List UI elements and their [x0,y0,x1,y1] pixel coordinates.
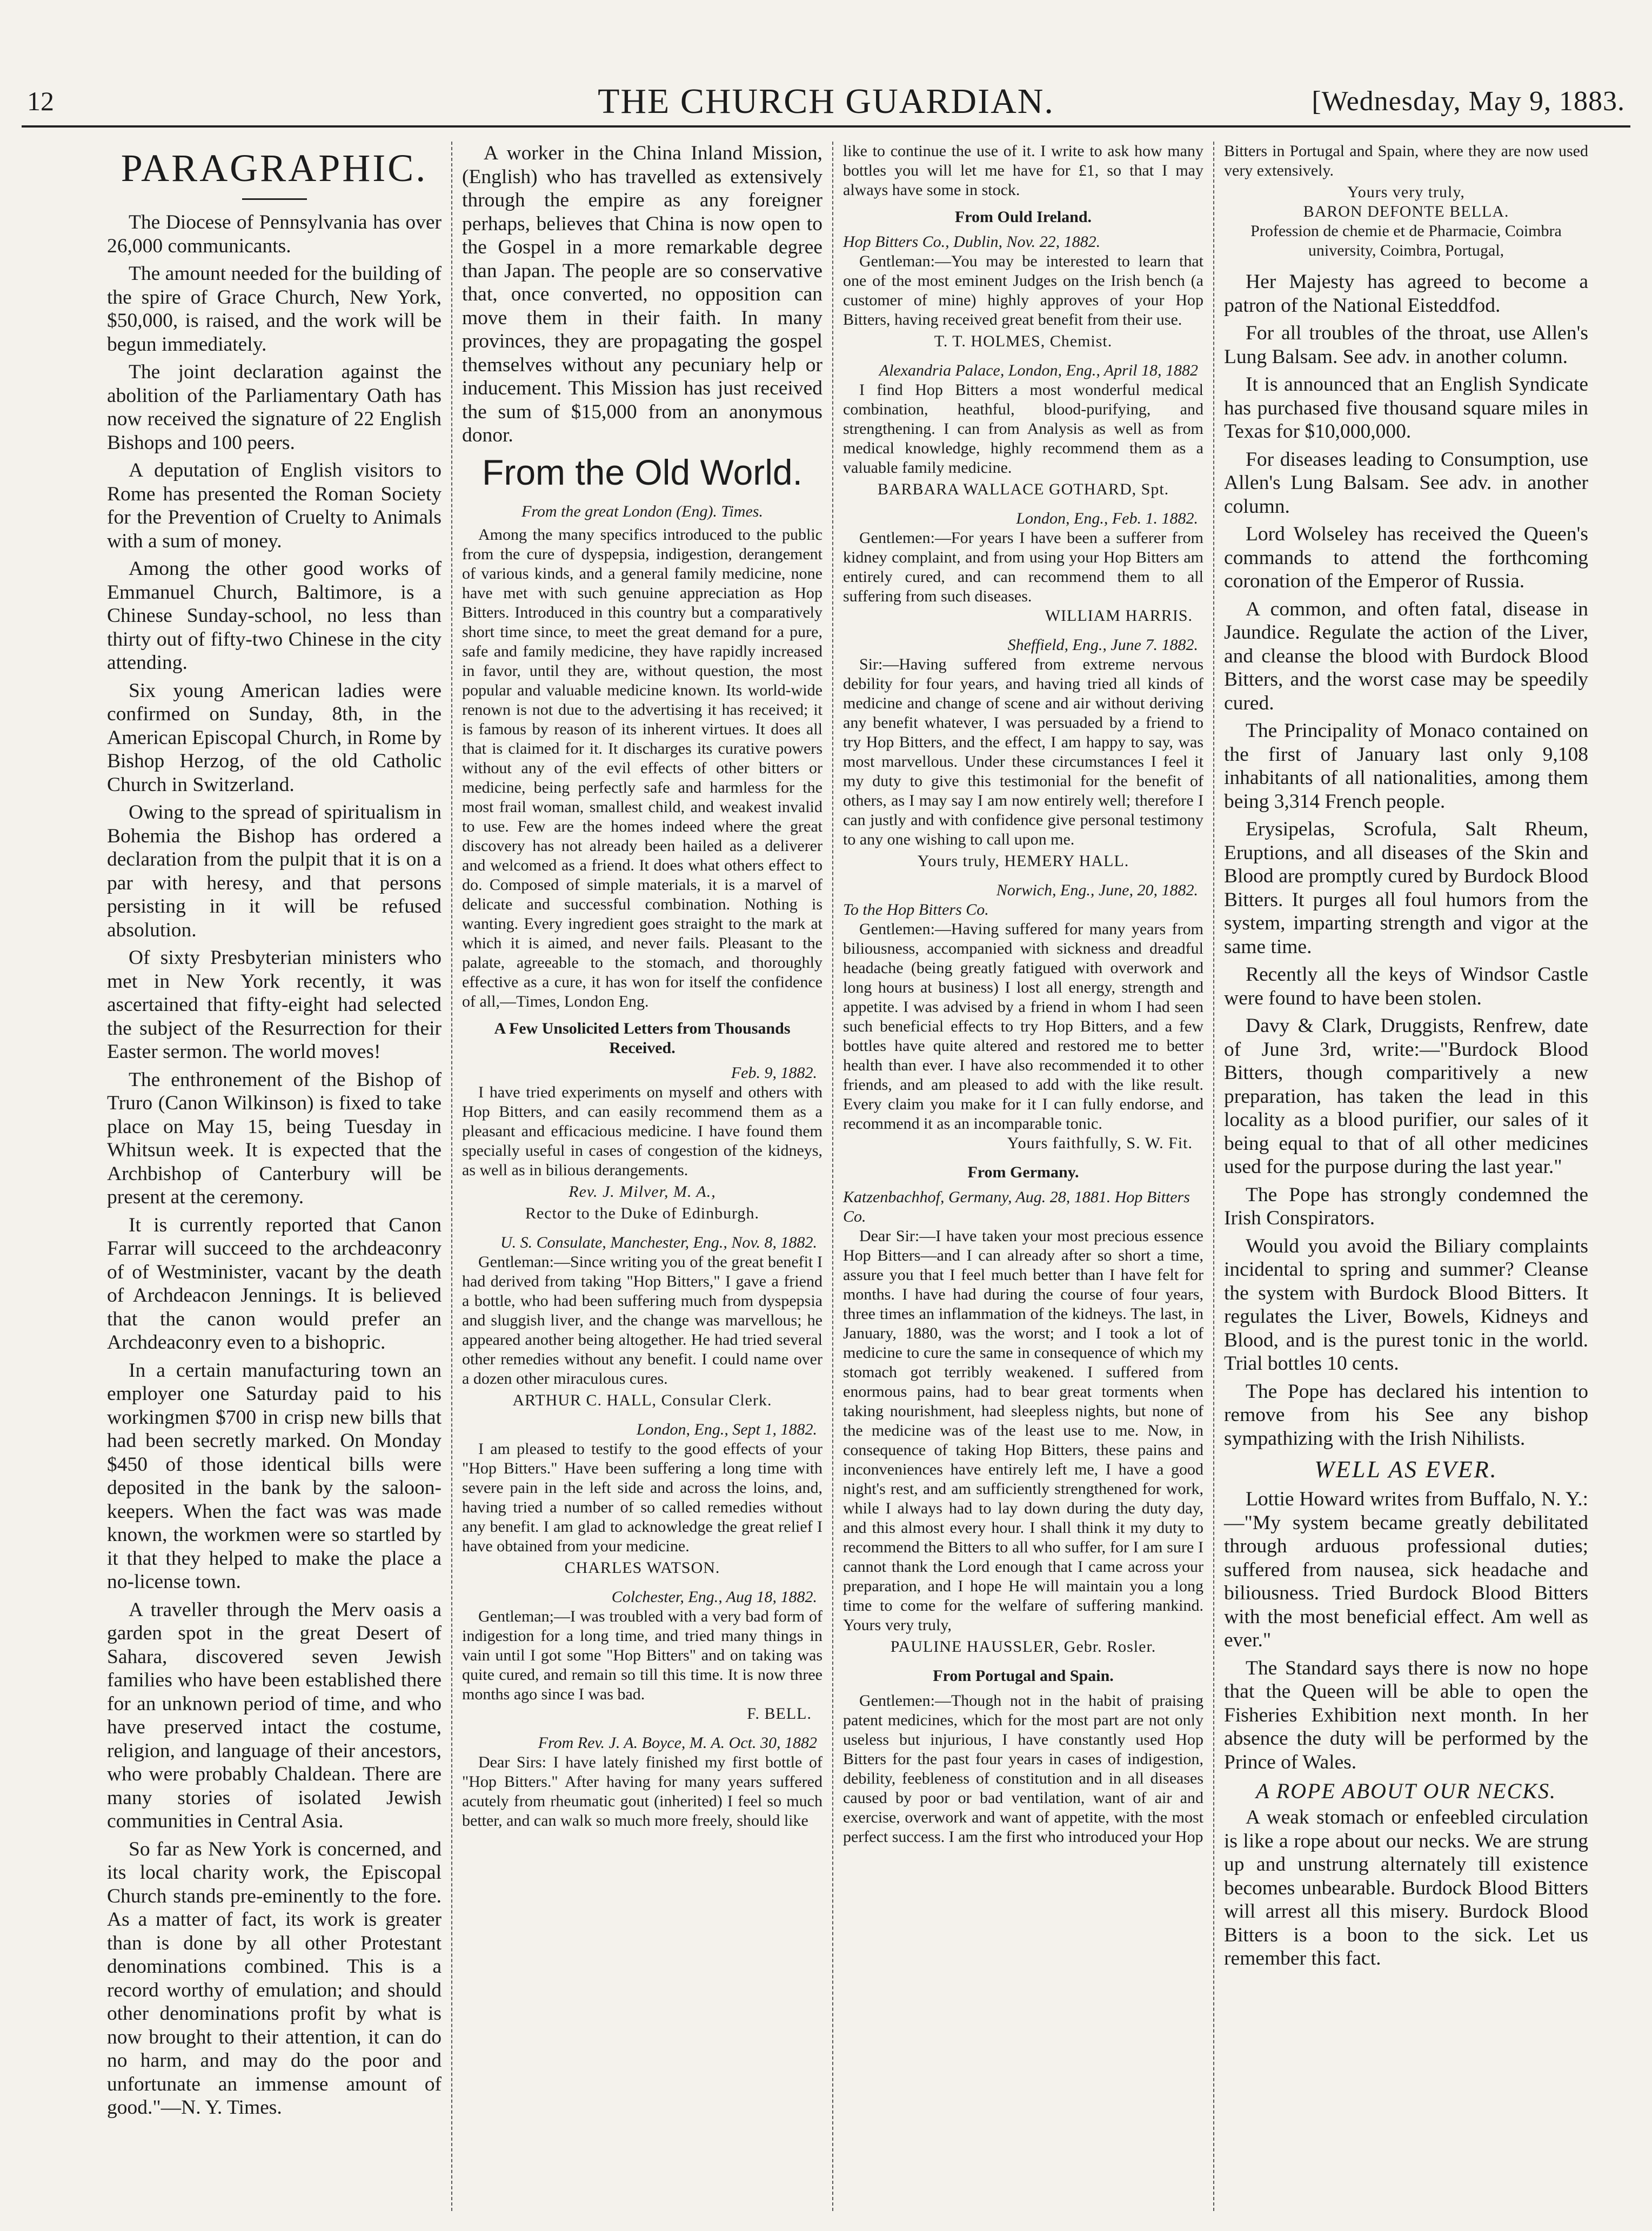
letter-signature: Rev. J. Milver, M. A., [568,1182,716,1201]
article-source: From the great London (Eng). Times. [521,502,763,520]
letter-body: Gentlemen:—Though not in the habit of praising patent medicines, which for the most part are not only useless but injurious, I have constantly used Hop Bitters for the past four years in cases of indigestion, debility, feebleness of constitution and in all diseases caused by poor or bad ventilation, want of air and exercise, overwork and want of appetite, with the most perfect success. I am the first who introduced your Hop [843,1692,1203,1846]
paragraph: Six young American ladies were confirmed on Sunday, 8th, in the American Episcopal Church, in Rome by Bishop Herzog, of the old Catholic Church in Switzerland. [107,679,442,796]
letter-dateline: U. S. Consulate, Manchester, Eng., Nov. 8, 1882. [500,1233,817,1251]
letter-body: I find Hop Bitters a most wonderful medical combination, heathful, blood-purifying, and strengthening. I can from Analysis as well as from medical knowledge, highly recommend them as a valuable family medicine. [843,381,1203,477]
paragraph: Owing to the spread of spiritualism in Bohemia the Bishop has ordered a declaration from the pulpit that it is on a par with heresy, and that persons persisting in it will be refused absolution. [107,801,442,941]
paragraph: Davy & Clark, Druggists, Renfrew, date of June 3rd, write:—"Burdock Blood Bitters, though comparitively a new preparation, has taken the lead in this locality as a blood purifier, our sales of it being equal to that of all other medicines used for the purpose during the last year." [1224,1015,1588,1178]
paragraph: A deputation of English visitors to Rome has presented the Roman Society for the Prevention of Cruelty to Animals with a sum of money. [107,459,442,552]
paragraph: The Pope has strongly condemned the Irish Conspirators. [1224,1183,1588,1229]
paragraph: Erysipelas, Scrofula, Salt Rheum, Eruptions, and all diseases of the Skin and Blood are promptly cured by Burdock Blood Bitters. It purges all foul humors from the system, imparting strength and vigor at the same time. [1224,818,1588,958]
paragraph: A weak stomach or enfeebled circulation is like a rope about our necks. We are strung up and unstrung alternately till existence becomes unbearable. Burdock Blood Bitters will arrest all this misery. Burdock Blood Bitters is a boon to the sick. Let us remember this fact. [1224,1806,1588,1969]
letter-body: Gentleman;—I was troubled with a very bad form of indigestion for a long time, and tried many things in vain until I got some "Hop Bitters" and on taking was quite cured, and remain so till this time. It is now three months ago since I was bad. [462,1607,822,1703]
letter-dateline: Alexandria Palace, London, Eng., April 18, 1882 [879,361,1198,379]
letter-dateline: Feb. 9, 1882. [731,1063,817,1082]
letter-body: Gentleman:—You may be interested to learn that one of the most eminent Judges on the Irish bench (a customer of mine) highly approves of your Hop Bitters, having received great benefit from their use. [843,252,1203,329]
letter-dateline: Katzenbachhof, Germany, Aug. 28, 1881. Hop Bitters Co. [843,1188,1190,1225]
column-testimonials [832,142,1213,2211]
paragraph: Would you avoid the Biliary complaints incidental to spring and summer? Cleanse the system with Burdock Blood Bitters. It regulates the Liver, Bowels, Kidneys and Blood, and is the purest tonic in the world. Trial bottles 10 cents. [1224,1235,1588,1375]
letter-signature: Yours very truly, [1347,183,1465,201]
letter-signature: PAULINE HAUSSLER, Gebr. Rosler. [890,1638,1156,1656]
paragraph: The enthronement of the Bishop of Truro (Canon Wilkinson) is fixed to take place on May 15, being Tuesday in Whitsun week. It is expected that the Archbishop of Canterbury will be present at the ceremony. [107,1068,442,1208]
column-notes [1213,142,1598,2211]
letter-dateline: Hop Bitters Co., Dublin, Nov. 22, 1882. [843,233,1101,251]
letter-signature: BARBARA WALLACE GOTHARD, Spt. [877,480,1169,498]
paragraph: Of sixty Presbyterian ministers who met in New York recently, it was ascertained that fifty-eight had selected the subject of the Resurrection for their Easter sermon. The world moves! [107,947,442,1063]
subhead-portugal-spain: From Portugal and Spain. [933,1667,1114,1685]
letter-dateline: From Rev. J. A. Boyce, M. A. Oct. 30, 1882 [538,1733,817,1752]
paragraph: For diseases leading to Consumption, use Allen's Lung Balsam. See adv. in another column. [1224,448,1588,518]
letter-signature: Rector to the Duke of Edinburgh. [525,1204,760,1222]
letter-continuation: like to continue the use of it. I write to ask how many bottles you will let me have for £1, so that I may always have some in stock. [843,142,1203,199]
letter-dateline: Norwich, Eng., June, 20, 1882. [996,881,1198,899]
letter-dateline: Sheffield, Eng., June 7. 1882. [1007,636,1198,654]
column-paragraphic [97,142,451,2211]
paragraph: The Diocese of Pennsylvania has over 26,000 communicants. [107,211,442,257]
subhead-ireland: From Ould Ireland. [954,208,1092,226]
section-title: From the Old World. [482,452,802,492]
letter-signature: WILLIAM HARRIS. [1045,607,1193,625]
letter-signature: F. BELL. [747,1704,812,1723]
paragraph: The amount needed for the building of the spire of Grace Church, New York, $50,000, is raised, and the work will be begun immediately. [107,263,442,356]
paragraph: It is currently reported that Canon Farrar will succeed to the archdeaconry of of Westminister, vacant by the death of Archdeacon Jennings. It is believed that the canon would prefer an Archdeaconry even to a bishopric. [107,1214,442,1354]
paragraph: The Pope has declared his intention to remove from his See any bishop sympathizing with the Irish Nihilists. [1224,1380,1588,1450]
paragraph: Recently all the keys of Windsor Castle were found to have been stolen. [1224,963,1588,1009]
paragraph: For all troubles of the throat, use Allen's Lung Balsam. See adv. in another column. [1224,322,1588,368]
letter-signature: Yours truly, HEMERY HALL. [917,852,1129,870]
title-rule [242,198,307,200]
paragraph: A common, and often fatal, disease in Jaundice. Regulate the action of the Liver, and cleanse the blood with Burdock Blood Bitters, and the worst case may be speedily cured. [1224,598,1588,714]
letter-body: Gentleman:—Since writing you of the great benefit I had derived from taking "Hop Bitters," I gave a friend a bottle, who had been suffering much from dyspepsia and sluggish liver, and the change was marvellous; he appeared another being altogether. He had tried several other remedies without any benefit. I could name over a dozen other miraculous cures. [462,1252,822,1388]
subtitle-well-as-ever: WELL AS EVER. [1314,1456,1498,1483]
letter-body: Sir:—Having suffered from extreme nervous debility for four years, and having tried all kinds of medicine and change of scene and air without deriving any benefit whatever, I was persuaded by a friend to try Hop Bitters, and the effect, I am happy to say, was most marvellous. Under these circumstances I feel it my duty to give this testimonial for the benefit of others, as I may say I am now entirely well; therefore I can justly and with confidence give personal testimony to any one wishing to call upon me. [843,655,1203,848]
letter-dateline: Colchester, Eng., Aug 18, 1882. [611,1587,817,1606]
letter-dateline: London, Eng., Sept 1, 1882. [636,1420,817,1438]
page-header [22,81,1630,128]
paragraph: The joint declaration against the abolition of the Parliamentary Oath has now received the signature of 22 English Bishops and 100 peers. [107,361,442,454]
paragraph: Among the other good works of Emmanuel Church, Baltimore, is a Chinese Sunday-school, no less than thirty out of fifty-two Chinese in the city attending. [107,558,442,674]
paragraph: Her Majesty has agreed to become a patron of the National Eisteddfod. [1224,271,1588,317]
letter-body: Gentlemen:—For years I have been a sufferer from kidney complaint, and from using your Hop Bitters am entirely cured, and can recommend them to all suffering from such diseases. [843,529,1203,605]
page-number: 12 [27,86,54,116]
article-body: Among the many specifics introduced to the public from the cure of dyspepsia, indigestion, derangement of various kinds, and a general family medicine, none have met with such genuine appreciation as Hop Bitters. Introduced in this country but a comparatively short time since, to meet the great demand for a pure, safe and family medicine, they have rapidly increased in favor, until they are, without question, the most popular and valuable medicine known. Its world-wide renown is not due to the advertising it has received; it is famous by reason of its inherent virtues. It does all that is claimed for it. It discharges its curative powers without any of the evil effects of other bitters or medicine, being perfectly safe and harmless for the most frail woman, smallest child, and weakest invalid to use. Few are the homes indeed where the great discovery has not already been hailed as a deliverer and welcomed as a friend. It does what others effect to do. Composed of simple materials, it is a marvel of delicate and successful combination. Nothing is wanting. Every ingredient goes straight to the mark at which it is aimed, and never fails. Pleasant to the palate, agreeable to the stomach, and thoroughly effective as a cure, it has won for itself the confidence of all,—Times, London Eng. [462,525,822,1010]
letter-body: I am pleased to testify to the good effects of your "Hop Bitters." Have been suffering a long time with severe pain in the left side and across the loins, and, having tried a number of so called remedies without any benefit. I am glad to acknowledge the great relief I have obtained from your medicine. [462,1439,822,1555]
letter-signature: BARON DEFONTE BELLA. [1303,203,1509,220]
letter-signature: CHARLES WATSON. [564,1558,720,1577]
letter-body: Dear Sirs: I have lately finished my first bottle of "Hop Bitters." After having for many years suffered acutely from rheumatic gout (inherited) I feel so much better, and can walk so much more freely, should like [462,1753,822,1830]
paragraph: So far as New York is concerned, and its local charity work, the Episcopal Church stands pre-eminently to the fore. As a matter of fact, its work is greater than is done by all other Protestant denominations combined. This is a record worthy of emulation; and should other denominations profit by what is now brought to their attention, it can do no harm, and may do the poor and unfortunate an immense amount of good."—N. Y. Times. [107,1838,442,2119]
subtitle-rope: A ROPE ABOUT OUR NECKS. [1255,1779,1557,1803]
letter-signature: Yours faithfully, S. W. Fit. [1007,1134,1193,1152]
letter-signature: T. T. HOLMES, Chemist. [934,332,1113,350]
letter-dateline: London, Eng., Feb. 1. 1882. [1016,510,1198,527]
letter-signature-title: Profession de chemie et de Pharmacie, Coimbra university, Coimbra, Portugal, [1250,222,1562,259]
paragraph: The Principality of Monaco contained on the first of January last only 9,108 inhabitants of all nationalities, among them being 3,314 French people. [1224,720,1588,813]
paragraph: A traveller through the Merv oasis a garden spot in the great Desert of Sahara, discovered seven Jewish families who have been established there for an unknown period of time, and who have preserved intact the costume, religion, and language of their ancestors, who were probably Chaldean. There are many stories of isolated Jewish communities in Central Asia. [107,1598,442,1832]
letters-subhead: A Few Unsolicited Letters from Thousands Received. [494,1019,791,1057]
paragraph: The Standard says there is now no hope that the Queen will be able to open the Fisheries Exhibition next month. In her absence the duty will be performed by the Prince of Wales. [1224,1657,1588,1773]
subhead-germany: From Germany. [967,1163,1079,1181]
letter-body: Gentlemen:—Having suffered for many years from biliousness, accompanied with sickness and dreadful headache (being greatly fatigued with overwork and long hours at business) I lost all energy, strength and appetite. I was advised by a friend in whom I had seen such beneficial effects to try Hop Bitters, and a few bottles have quite altered and restored me to better health than ever. I have also recommended it to other friends, and am pleased to add with the like result. Every claim you make for it I can fully endorse, and recommend it as an incomparable tonic. [843,920,1203,1133]
letter-addressee: To the Hop Bitters Co. [843,901,989,919]
letter-body: I have tried experiments on myself and others with Hop Bitters, and can easily recommend them as a pleasant and efficacious medicine. I have found them specially useful in cases of congestion of the kidneys, as well as in bilious derangements. [462,1083,822,1179]
paragraph-china-mission: A worker in the China Inland Mission, (English) who has travelled as extensively through the empire as any foreigner perhaps, believes that China is now open to the Gospel in a more remarkable degree than Japan. The people are so conservative that, once converted, no opposition can move them in their faith. In many provinces, they are propagating the gospel themselves without any pecuniary help or inducement. This Mission has just received the sum of $15,000 from an anonymous donor. [462,142,822,446]
letter-body: Dear Sir:—I have taken your most precious essence Hop Bitters—and I can already after so short a time, assure you that I feel much better than I have felt for months. I have had during the course of four years, three times an inflammation of the kidneys. The last, in January, 1880, was the worst; and I took a lot of medicine to cure the same in consequence of which my stomach got terribly weakened. I suffered from enormous pains, had to bear great torments when taking nourishment, had sleepless nights, but none of the medicine was of the least use to me. Now, in consequence of taking Hop Bitters, these pains and inconveniences have entirely left me, I have a good night's rest, and am sufficiently strengthened for work, while I always had to lay down during the duty day, and this almost every hour. I shall think it my duty to recommend the Bitters to all who suffer, for I am sure I cannot thank the Lord enough that I came across your preparation, and I hope He will maintain you a long time to come for the welfare of suffering mankind. Yours very truly, [843,1227,1203,1634]
issue-date: [Wednesday, May 9, 1883. [1312,86,1625,117]
paragraph: It is announced that an English Syndicate has purchased five thousand square miles in Texas for $10,000,000. [1224,373,1588,443]
letter-continuation: Bitters in Portugal and Spain, where they are now used very extensively. [1224,142,1588,179]
column-old-world [451,142,832,2211]
paragraph: Lord Wolseley has received the Queen's commands to attend the forthcoming coronation of the Emperor of Russia. [1224,523,1588,592]
letter-signature: ARTHUR C. HALL, Consular Clerk. [512,1391,772,1409]
section-title: PARAGRAPHIC. [121,146,428,190]
paragraph: Lottie Howard writes from Buffalo, N. Y.:—"My system became greatly debilitated through arduous professional duties; suffered from nausea, sick headache and biliousness. Tried Burdock Blood Bitters with the most beneficial effect. Am well as ever." [1224,1488,1588,1651]
masthead: THE CHURCH GUARDIAN. [598,82,1054,121]
paragraph: In a certain manufacturing town an employer one Saturday paid to his workingmen $700 in crisp new bills that had been secretly marked. On Monday $450 of those identical bills were deposited in the bank by the saloon-keepers. When the fact was was made known, the workmen were so startled by it that they helped to make the place a no-license town. [107,1359,442,1593]
